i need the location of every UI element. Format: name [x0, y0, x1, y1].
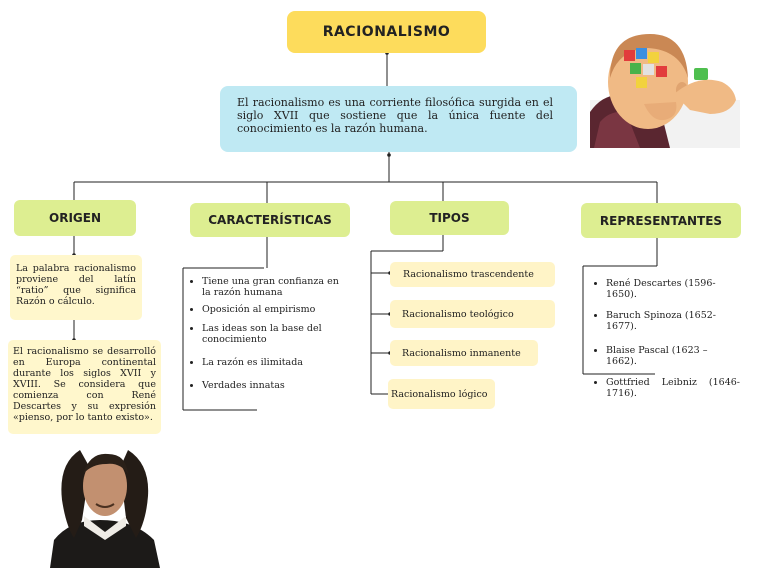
category-caracteristicas: CARACTERÍSTICAS [190, 203, 350, 237]
caracteristicas-list [184, 276, 349, 391]
list-item: • Gottfried Leibniz (1646-1716). [606, 377, 740, 399]
definition-box: El racionalismo es una corriente filosófica surgida en el siglo XVII que sostiene que la única fuente del conocimiento es la razón humana. [220, 86, 577, 152]
tipo-inmanente: Racionalismo inmanente [390, 340, 538, 366]
tipo-trascendente: Racionalismo trascendente [390, 262, 555, 287]
origen-note-etymology: La palabra racionalismo proviene del latín “ratio” que significa Razón o cálculo. [10, 255, 142, 320]
list-item: • Baruch Spinoza (1652-1677). [606, 310, 740, 332]
category-tipos: TIPOS [390, 201, 509, 235]
list-item: • Las ideas son la base del conocimiento [202, 323, 349, 345]
tipo-logico: Racionalismo lógico [388, 379, 495, 409]
category-representantes: REPRESENTANTES [581, 203, 741, 238]
origen-note-history: El racionalismo se desarrolló en Europa continental durante los siglos XVII y XVIII. Se considera que comienza con René Descartes y su expresión «pienso, por lo tanto existo». [8, 340, 161, 434]
list-item: • Oposición al empirismo [202, 304, 349, 315]
list-item: • René Descartes (1596-1650). [606, 278, 740, 300]
tipo-teologico: Racionalismo teológico [390, 300, 555, 328]
category-origen: ORIGEN [14, 200, 136, 236]
list-item: • Verdades innatas [202, 380, 349, 391]
list-item: • Tiene una gran confianza en la razón humana [202, 276, 349, 298]
page-title: RACIONALISMO [287, 11, 486, 53]
descartes-portrait [50, 446, 160, 568]
list-item: • La razón es ilimitada [202, 357, 349, 368]
thinker-puzzle-illustration [590, 30, 740, 148]
representantes-list [588, 278, 740, 399]
list-item: • Blaise Pascal (1623 – 1662). [606, 345, 740, 367]
